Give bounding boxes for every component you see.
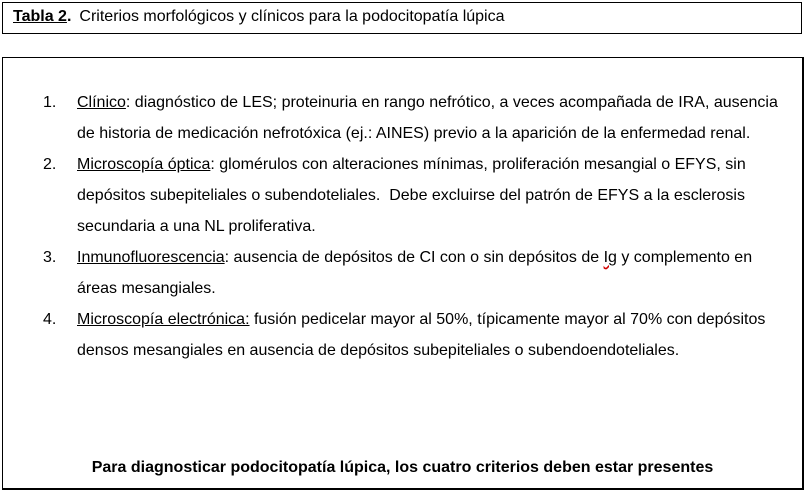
criteria-list xyxy=(3,87,802,366)
diagnostic-conclusion: Para diagnosticar podocitopatía lúpica, los cuatro criterios deben estar presentes xyxy=(91,459,714,476)
table-caption xyxy=(2,2,802,34)
criterion-number: 3. xyxy=(43,249,57,266)
criteria-table xyxy=(2,57,804,490)
table-number-separator: . xyxy=(66,8,72,25)
criterion-description: : diagnóstico de LES; proteinuria en rango nefrótico, a veces acompañada de IRA, ausencia de historia de medicación nefrotóxica (ej.: AINES) previo a la aparición de la enfermedad renal. xyxy=(77,94,778,142)
criterion-description: fusión pedicelar mayor al 50%, típicamente mayor al 70% con depósitos densos mesangiales en ausencia de depósitos subepiteliales o subendoendoteliales. xyxy=(77,311,766,359)
criterion-label: Inmunofluorescencia xyxy=(77,249,225,266)
criterion-description-continued: y complemento en áreas mesangiales. xyxy=(77,249,753,297)
criterion-microscopia-optica xyxy=(3,149,802,242)
criterion-clinico xyxy=(3,87,802,149)
table-title: Criterios morfológicos y clínicos para la podocitopatía lúpica xyxy=(79,8,505,25)
criterion-number: 4. xyxy=(43,311,57,328)
criterion-description: : ausencia de depósitos de CI con o sin depósitos de xyxy=(224,249,604,266)
criterion-description: : glomérulos con alteraciones mínimas, proliferación mesangial o EFYS, sin depósitos subepiteliales o subendoteliales. Debe excluirse del patrón de EFYS a la esclerosis secundaria a una NL proliferativa. xyxy=(77,156,751,235)
criterion-microscopia-electronica xyxy=(3,304,802,366)
criterion-number: 2. xyxy=(43,156,57,173)
criterion-label: Microscopía óptica xyxy=(77,156,211,173)
spellcheck-flagged-word: Ig xyxy=(603,249,617,266)
criterion-label: Microscopía electrónica: xyxy=(77,311,250,328)
table-number: Tabla 2 xyxy=(13,8,67,25)
criterion-number: 1. xyxy=(43,94,57,111)
criterion-inmunofluorescencia xyxy=(3,242,802,304)
criterion-label: Clínico xyxy=(77,94,126,111)
